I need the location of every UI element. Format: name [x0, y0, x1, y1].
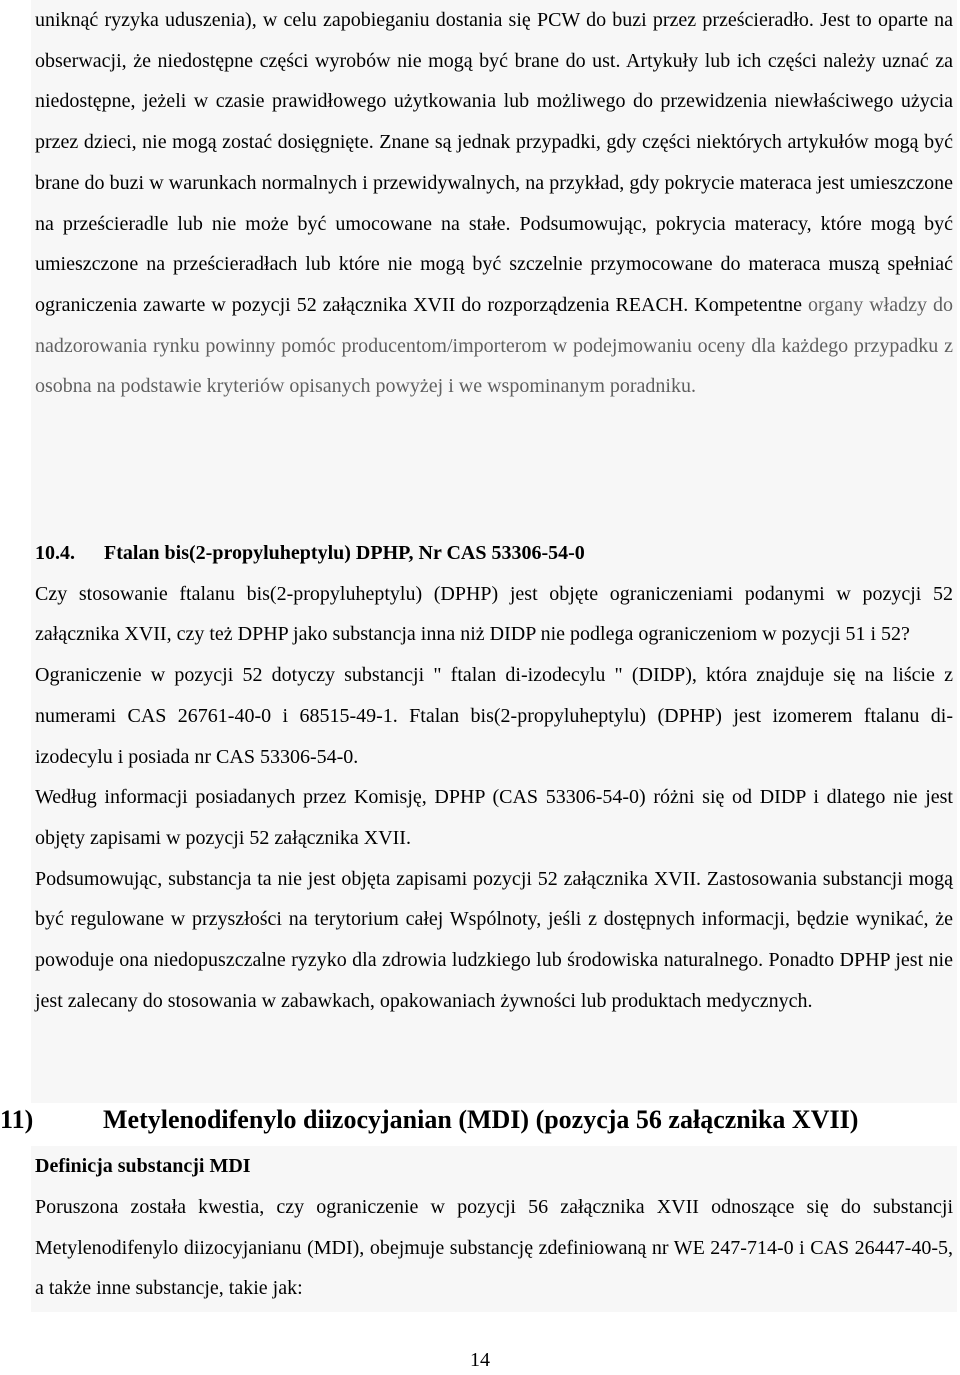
paragraph-commission: Według informacji posiadanych przez Komisję, DPHP (CAS 53306-54-0) różni się od DIDP i dlatego nie jest objęty zapisami w pozycji 52 załącznika XVII. [35, 786, 953, 849]
text-block-2 [31, 533, 957, 1103]
paragraph-main-text: uniknąć ryzyka uduszenia), w celu zapobieganiu dostania się PCW do buzi przez prześcieradło. Jest to oparte na obserwacji, że niedostępne części wyrobów nie mogą być brane do ust. Artykuły lub ich części należy uznać za niedostępne, jeżeli w czasie prawidłowego użytkowania lub możliwego do przewidzenia niewłaściwego użycia przez dzieci, nie mogą zostać dosięgnięte. Znane są jednak przypadki, gdy części niektórych artykułów mogą być brane do buzi w warunkach normalnych i przewidywalnych, na przykład, gdy pokrycie materaca jest umieszczone na prześcieradle lub nie może być umocowane na stałe. Podsumowując, pokrycia materacy, które mogą być umieszczone na prześcieradłach lub które nie mogą być szczelnie przymocowane do materaca muszą spełniać ograniczenia zawarte w pozycji 52 załącznika XVII do rozporządzenia REACH. Kompetentne [35, 9, 953, 316]
paragraph-summary: Podsumowując, substancja ta nie jest objęta zapisami pozycji 52 załącznika XVII. Zastosowania substancji mogą być regulowane w przyszłości na terytorium całej Wspólnoty, jeśli z dostępnych informacji, będzie wynikać, że powoduje ona niedopuszczalne ryzyko dla zdrowia ludzkiego lub środowiska naturalnego. Ponadto DPHP jest nie jest zalecany do stosowania w zabawkach, opakowaniach żywności lub produktach medycznych. [35, 867, 953, 1012]
section-title: Ftalan bis(2-propyluheptylu) DPHP, Nr CAS 53306-54-0 [104, 542, 585, 564]
section-11-heading [0, 1098, 958, 1142]
page-number: 14 [470, 1349, 490, 1371]
paragraph-mdi: Poruszona została kwestia, czy ograniczenie w pozycji 56 załącznika XVII odnoszące się do substancji Metylenodifenylo diizocyjanianu (MDI), obejmuje substancję zdefiniowaną nr WE 247-714-0 i CAS 26447-40-5, a także inne substancje, takie jak: [35, 1196, 953, 1300]
paragraph-tail-text: organy władzy do nadzorowania rynku powinny pomóc producentom/importerom w podejmowaniu oceny dla każdego przypadku z osobna na podstawie kryteriów opisanych powyżej i we wspominanym poradniku. [35, 293, 954, 398]
text-block-1 [31, 0, 957, 533]
paragraph-restriction: Ograniczenie w pozycji 52 dotyczy substancji " ftalan di-izodecylu " (DIDP), która znajduje się na liście z numerami CAS 26761-40-0 i 68515-49-1. Ftalan bis(2-propyluheptylu) (DPHP) jest izomerem ftalanu di-izodecylu i posiada nr CAS 53306-54-0. [35, 664, 953, 768]
section-10-4-heading [31, 533, 957, 574]
section-number: 11) [0, 1105, 34, 1134]
subheading: Definicja substancji MDI [35, 1155, 251, 1177]
paragraph-question: Czy stosowanie ftalanu bis(2-propyluheptylu) (DPHP) jest objęte ograniczeniami podanymi w pozycji 52 załącznika XVII, czy też DPHP jako substancja inna niż DIDP nie podlega ograniczeniom w pozycji 51 i 52? [35, 582, 953, 646]
section-title: Metylenodifenylo diizocyjanian (MDI) (pozycja 56 załącznika XVII) [103, 1105, 859, 1134]
section-number: 10.4. [35, 542, 75, 564]
paragraph-mattress-covers [31, 0, 957, 407]
